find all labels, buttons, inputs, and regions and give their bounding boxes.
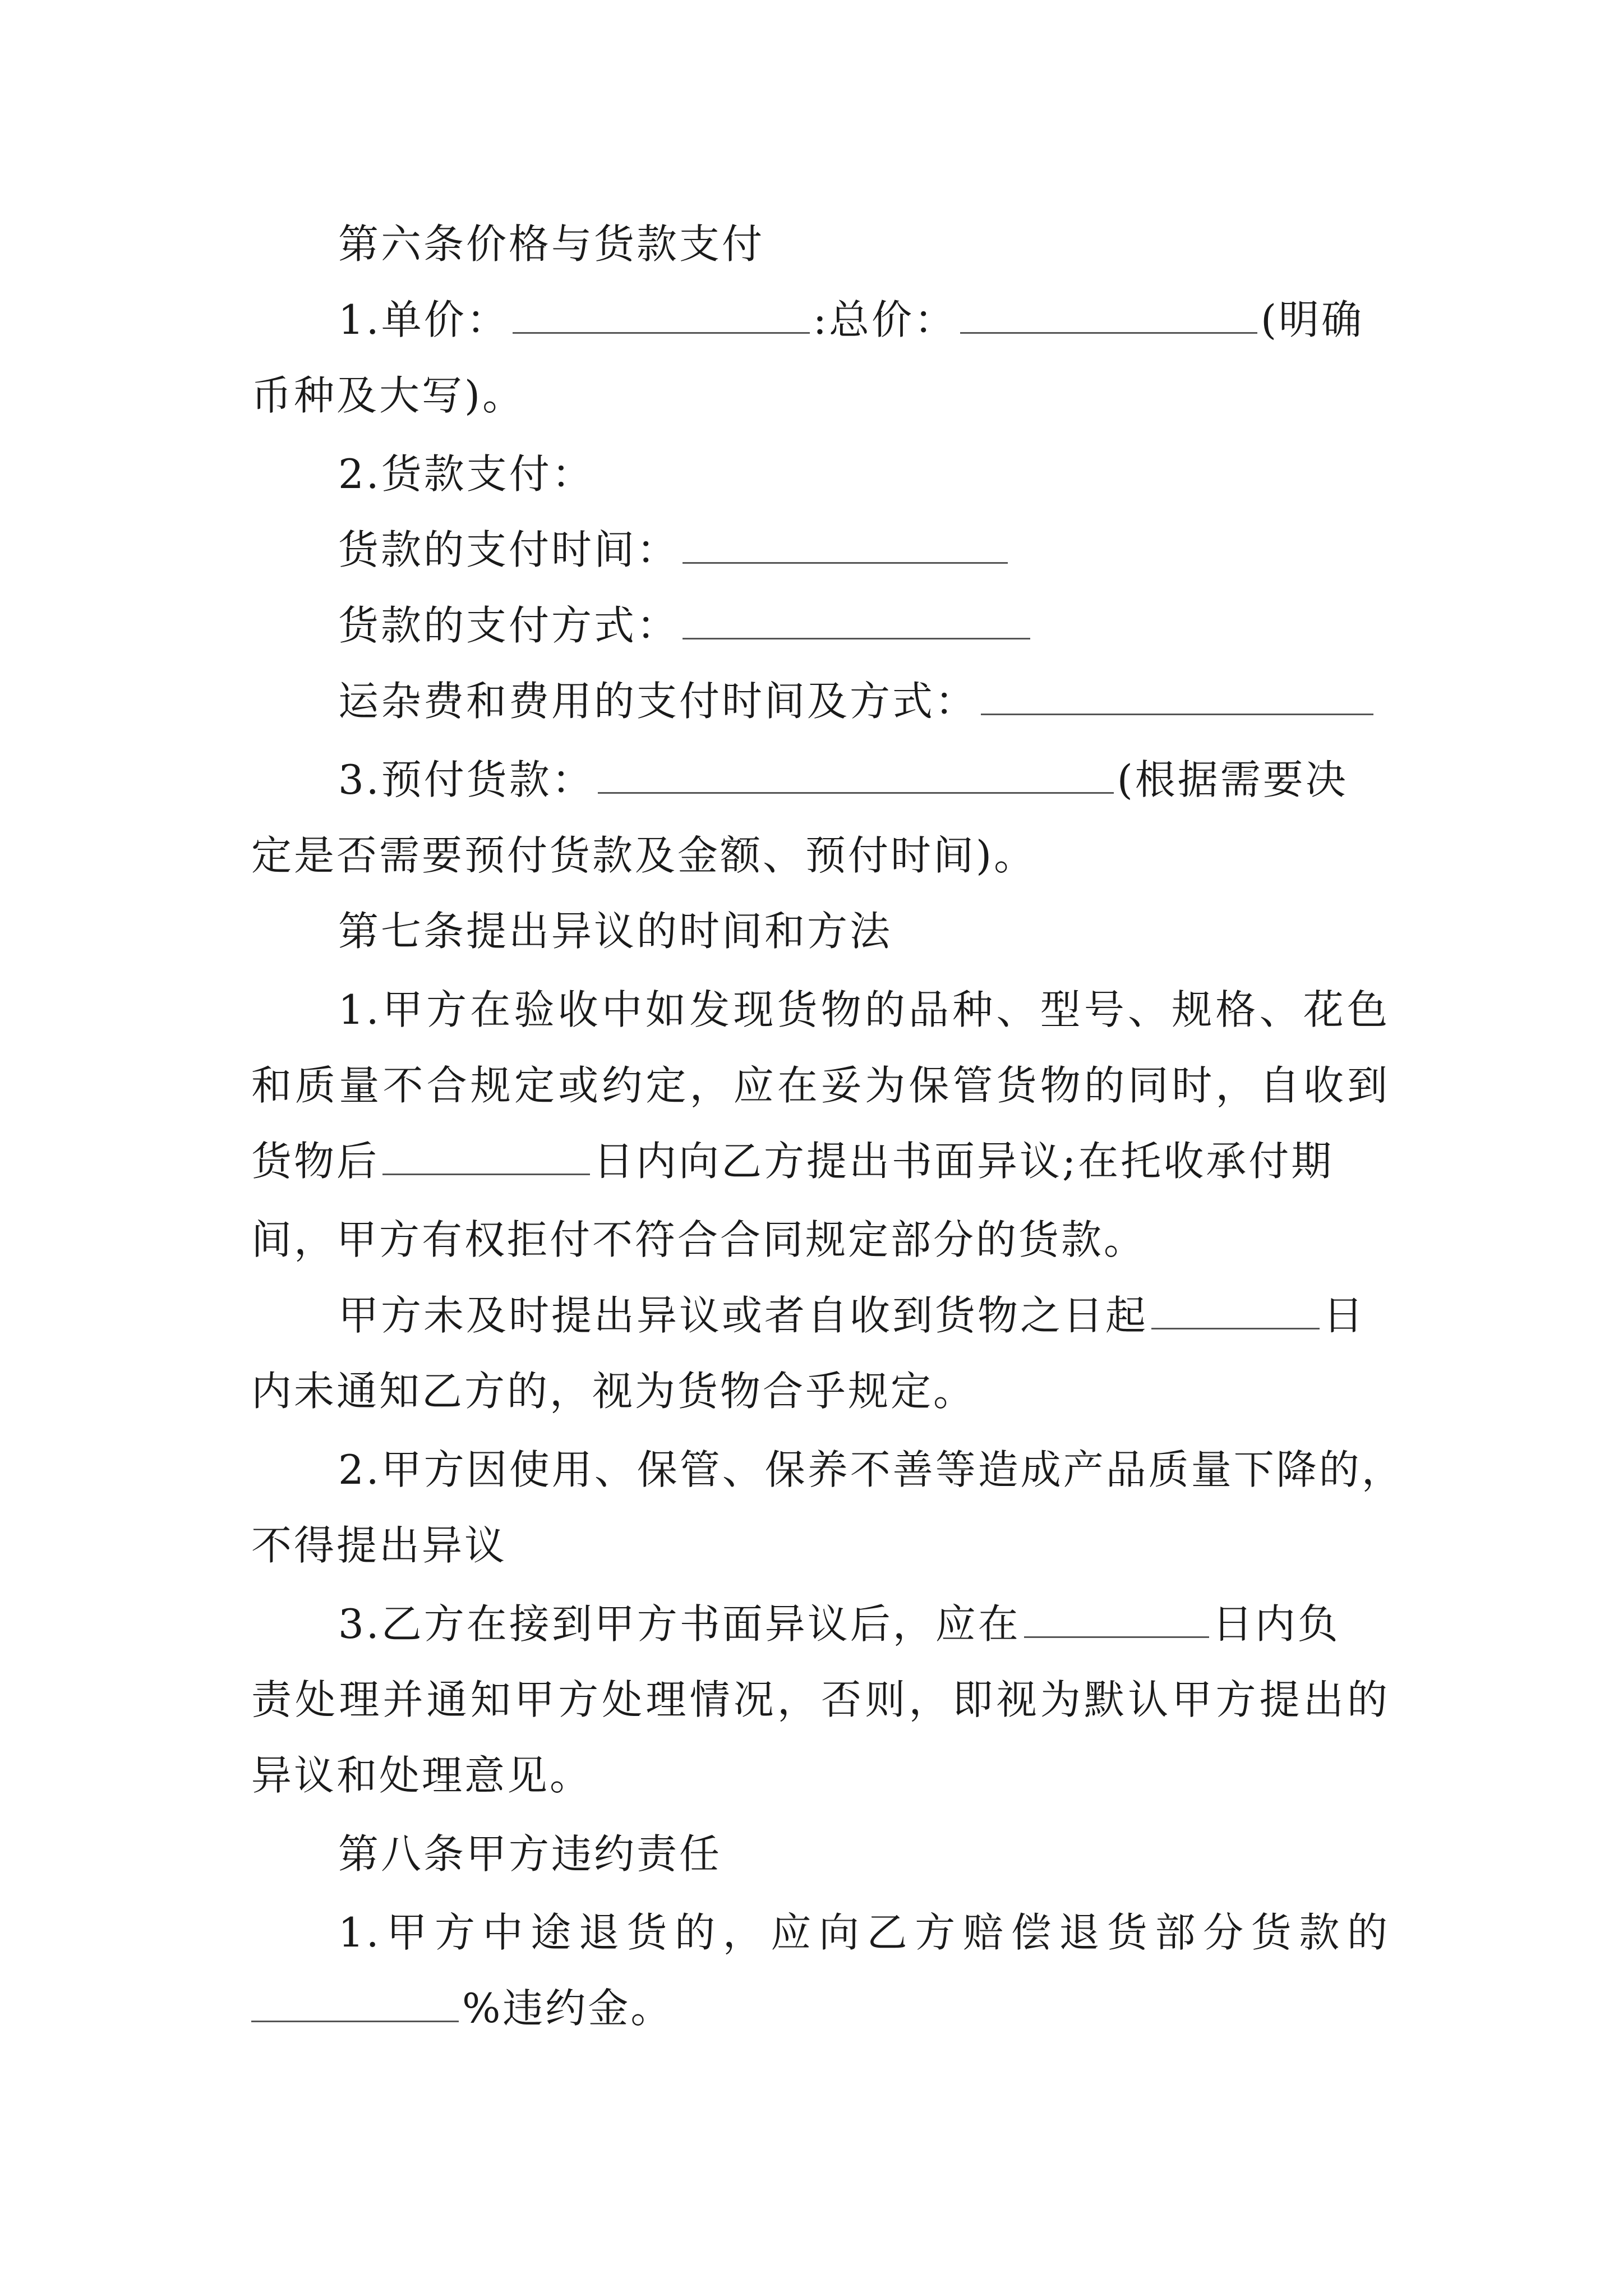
article-7-p3-line1: 2.甲方因使用、保管、保养不善等造成产品质量下降的， [338, 1446, 1404, 1493]
payment-time-blank[interactable] [683, 522, 1008, 564]
freight-blank[interactable] [981, 673, 1373, 715]
article-7-p1-line2: 和质量不合规定或约定，应在妥为保管货物的同时，自收到 [251, 1062, 1390, 1109]
article-7-p4-line2: 责处理并通知甲方处理情况，否则，即视为默认甲方提出的 [251, 1676, 1390, 1723]
unit-price-blank[interactable] [513, 292, 810, 334]
freight-line: 运杂费和费用的支付时间及方式： [338, 673, 1390, 729]
article-8-p1-line1: 1.甲方中途退货的，应向乙方赔偿退货部分货款的 [338, 1909, 1390, 1956]
handling-days-blank[interactable] [1024, 1596, 1209, 1638]
article-6-item-3-cont: 定是否需要预付货款及金额、预付时间)。 [251, 832, 1037, 879]
article-7-p3-line2: 不得提出异议 [251, 1522, 508, 1569]
prepayment-blank[interactable] [598, 752, 1114, 794]
article-7-p1-line3: 货物后 日内向乙方提出书面异议;在托收承付期 [251, 1133, 1390, 1189]
penalty-percent-blank[interactable] [251, 1980, 459, 2022]
notice-days-blank[interactable] [1151, 1287, 1320, 1329]
total-price-blank[interactable] [960, 292, 1257, 334]
article-6-item-1: 1.单价： :总价： (明确 [338, 292, 1390, 348]
article-8-p1-line2: %违约金。 [251, 1980, 1390, 2036]
payment-method-line: 货款的支付方式： [338, 597, 1390, 654]
payment-method-blank[interactable] [683, 597, 1030, 639]
article-7-p1-line4: 间，甲方有权拒付不符合合同规定部分的货款。 [251, 1216, 1147, 1263]
article-6-item-3: 3.预付货款： (根据需要决 [338, 752, 1390, 808]
article-7-p4-line3: 异议和处理意见。 [251, 1752, 593, 1799]
article-7-p2-line1: 甲方未及时提出异议或者自收到货物之日起 日 [338, 1287, 1390, 1343]
article-7-p2-line2: 内未通知乙方的，视为货物合乎规定。 [251, 1368, 976, 1415]
article-6-title: 第六条价格与货款支付 [338, 220, 765, 268]
objection-days-blank[interactable] [382, 1133, 590, 1175]
article-6-item-1-cont: 币种及大写)。 [251, 372, 525, 419]
article-8-title: 第八条甲方违约责任 [338, 1830, 722, 1878]
article-6-item-2: 2.货款支付： [338, 450, 594, 498]
article-7-p1-line1: 1.甲方在验收中如发现货物的品种、型号、规格、花色 [338, 986, 1390, 1033]
payment-time-line: 货款的支付时间： [338, 522, 1390, 578]
article-7-p4-line1: 3.乙方在接到甲方书面异议后，应在 日内负 [338, 1596, 1390, 1652]
article-7-title: 第七条提出异议的时间和方法 [338, 908, 893, 955]
